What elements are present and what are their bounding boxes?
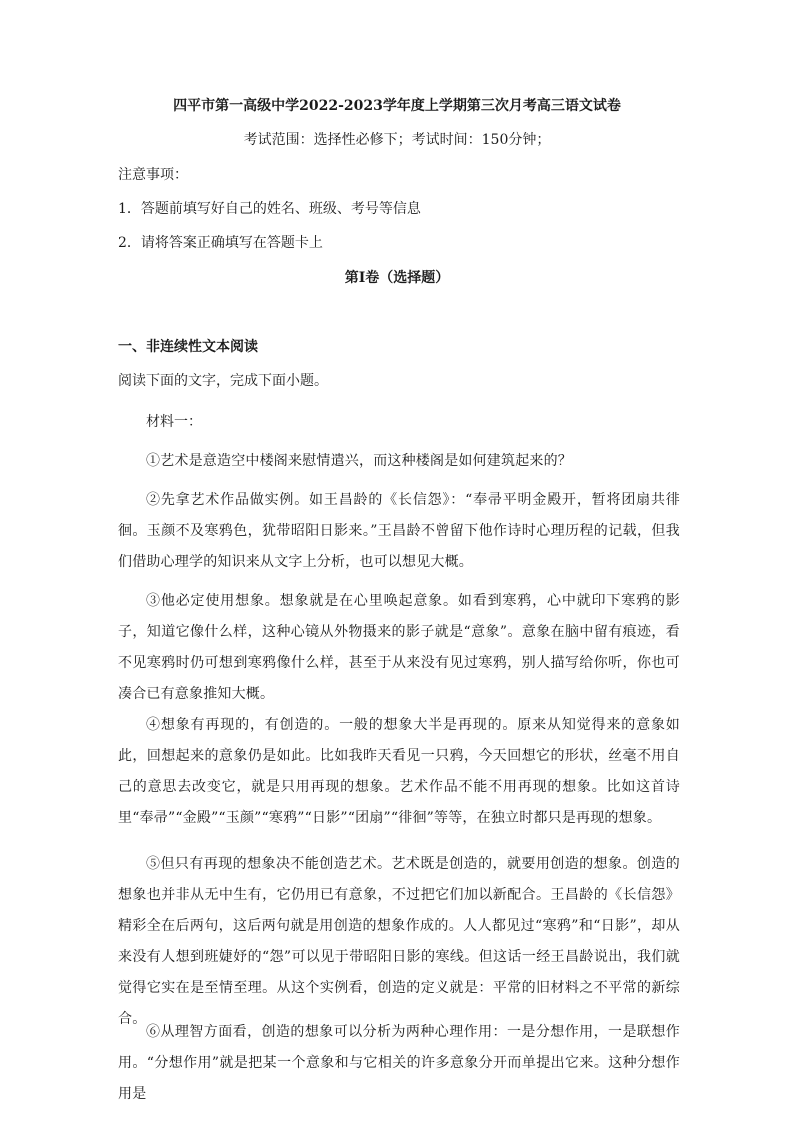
notice-item-1: 1．答题前填写好自己的姓名、班级、考号等信息 xyxy=(118,201,421,217)
document-title: 四平市第一高级中学2022-2023学年度上学期第三次月考高三语文试卷 xyxy=(173,98,621,114)
part-heading: 一、非连续性文本阅读 xyxy=(118,339,258,355)
notice-item-2: 2．请将答案正确填写在答题卡上 xyxy=(118,235,323,251)
section-title: 第I卷（选择题） xyxy=(344,270,450,286)
notice-heading: 注意事项： xyxy=(118,167,188,183)
paragraph-2: ②先拿艺术作品做实例。如王昌龄的《长信怨》：“奉帚平明金殿开，暂将团扇共徘徊。玉颜不及寒鸦色，犹带昭阳日影来。”王昌龄不曾留下他作诗时心理历程的记载，但我们借助心理学的知识来从文字上分析，也可以想见大概。 xyxy=(118,492,680,570)
paragraph-3: ③他必定使用想象。想象就是在心里唤起意象。如看到寒鸦，心中就印下寒鸦的影子，知道它像什么样，这种心镜从外物摄来的影子就是“意象”。意象在脑中留有痕迹，看不见寒鸦时仍可想到寒鸦像什么样，甚至于从来没有见过寒鸦，别人描写给你听，你也可凑合已有意象推知大概。 xyxy=(118,593,680,702)
instruction-text: 阅读下面的文字，完成下面小题。 xyxy=(118,373,328,389)
paragraph-5: ⑤但只有再现的想象决不能创造艺术。艺术既是创造的，就要用创造的想象。创造的想象也并非从无中生有，它仍用已有意象，不过把它们加以新配合。王昌龄的《长信怨》精彩全在后两句，这后两句就是用创造的想象作成的。人人都见过“寒鸦”和“日影”，却从来没有人想到班婕妤的“怨”可以见于带昭阳日影的寒线。但这话一经王昌龄说出，我们就觉得它实在是至情至理。从这个实例看，创造的定义就是：平常的旧材料之不平常的新综合。 xyxy=(118,856,680,1027)
exam-info: 考试范围：选择性必修下；考试时间：150分钟； xyxy=(243,132,551,148)
paragraph-6: ⑥从理智方面看，创造的想象可以分析为两种心理作用：一是分想作用，一是联想作用。“分想作用”就是把某一个意象和与它相关的许多意象分开而单提出它来。这种分想作用是 xyxy=(118,1024,680,1102)
material-label: 材料一： xyxy=(146,414,202,430)
paragraph-4: ④想象有再现的，有创造的。一般的想象大半是再现的。原来从知觉得来的意象如此，回想起来的意象仍是如此。比如我昨天看见一只鸦，今天回想它的形状，丝毫不用自己的意思去改变它，就是只用再现的想象。艺术作品不能不用再现的想象。比如这首诗里“奉帚”“金殿”“玉颜”“寒鸦”“日影”“团扇”“徘徊”等等，在独立时都只是再现的想象。 xyxy=(118,717,680,826)
paragraph-1: ①艺术是意造空中楼阁来慰情遣兴，而这种楼阁是如何建筑起来的？ xyxy=(146,453,572,469)
